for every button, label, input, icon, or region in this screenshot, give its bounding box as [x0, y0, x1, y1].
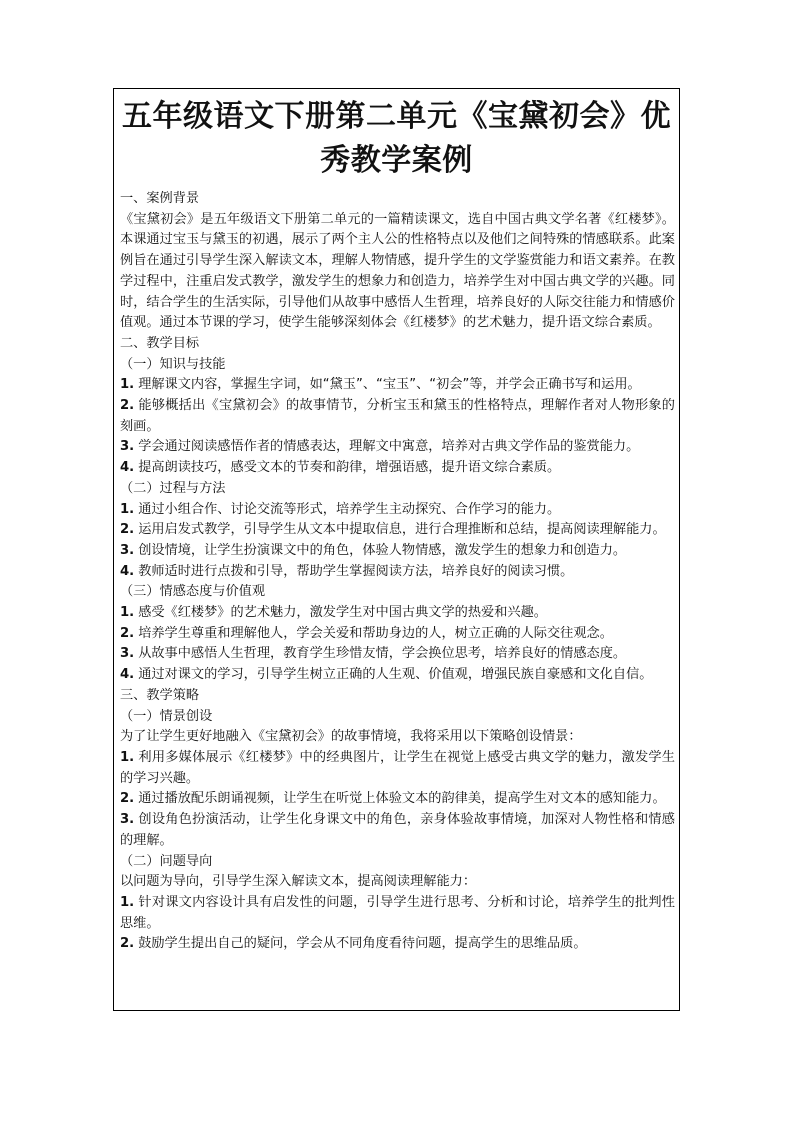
list-item-number: 1.	[120, 377, 135, 393]
list-item-number: 3.	[120, 646, 135, 662]
section-heading: （一）知识与技能	[120, 356, 226, 372]
list-item-text: 通过播放配乐朗诵视频，让学生在听觉上体验文本的韵律美，提高学生对文本的感知能力。	[138, 791, 666, 807]
list-item	[120, 500, 675, 521]
list-item-text: 提高朗读技巧，感受文本的节奏和韵律，增强语感，提升语文综合素质。	[138, 460, 561, 476]
list-item	[120, 396, 675, 437]
list-item-text: 理解课文内容，掌握生字词，如“黛玉”、“宝玉”、“初会”等，并学会正确书写和运用。	[138, 377, 641, 393]
document-body	[120, 189, 675, 955]
list-item-text: 创设角色扮演活动，让学生化身课文中的角色，亲身体验故事情境，加深对人物性格和情感的理解。	[120, 812, 675, 848]
list-item	[120, 893, 675, 934]
section-heading: （三）情感态度与价值观	[120, 584, 266, 600]
list-item-text: 创设情境，让学生扮演课文中的角色，体验人物情感，激发学生的想象力和创造力。	[138, 542, 627, 558]
list-item	[120, 665, 675, 686]
list-item	[120, 810, 675, 851]
list-item-number: 2.	[120, 791, 135, 807]
list-item-text: 教师适时进行点拨和引导，帮助学生掌握阅读方法，培养良好的阅读习惯。	[138, 563, 574, 579]
section-heading: （二）过程与方法	[120, 480, 226, 496]
list-item-text: 利用多媒体展示《红楼梦》中的经典图片，让学生在视觉上感受古典文学的魅力，激发学生的学习兴趣。	[120, 749, 675, 786]
document-title: 五年级语文下册第二单元《宝黛初会》优秀教学案例	[122, 99, 671, 178]
list-item-number: 1.	[120, 501, 135, 517]
list-item	[120, 562, 675, 583]
list-item-text: 运用启发式教学，引导学生从文本中提取信息，进行合理推断和总结，提高阅读理解能力。	[138, 522, 666, 538]
section-heading: 一、案例背景	[120, 191, 200, 206]
list-item-text: 从故事中感悟人生哲理，教育学生珍惜友情，学会换位思考，培养良好的情感态度。	[138, 646, 627, 662]
section-heading: 三、教学策略	[120, 687, 200, 703]
list-item	[120, 644, 675, 665]
list-item	[120, 458, 675, 479]
list-item-number: 2.	[120, 398, 135, 414]
section-heading: （一）情景创设	[120, 708, 213, 724]
list-item-text: 培养学生尊重和理解他人，学会关爱和帮助身边的人，树立正确的人际交往观念。	[138, 625, 613, 641]
list-item-number: 1.	[120, 749, 135, 765]
paragraph: 为了让学生更好地融入《宝黛初会》的故事情境，我将采用以下策略创设情景：	[120, 729, 582, 745]
list-item-number: 4.	[120, 460, 135, 476]
section-heading: 二、教学目标	[120, 335, 200, 351]
list-item-number: 2.	[120, 936, 135, 952]
list-item-text: 感受《红楼梦》的艺术魅力，激发学生对中国古典文学的热爱和兴趣。	[138, 605, 547, 621]
list-item-number: 1.	[120, 894, 135, 910]
list-item-number: 4.	[120, 667, 135, 683]
list-item-text: 学会通过阅读感悟作者的情感表达，理解文中寓意，培养对古典文学作品的鉴赏能力。	[138, 439, 640, 455]
list-item	[120, 375, 675, 396]
list-item	[120, 520, 675, 541]
section-heading: （二）问题导向	[120, 853, 213, 869]
list-item-number: 3.	[120, 542, 135, 558]
paragraph: 《宝黛初会》是五年级语文下册第二单元的一篇精读课文，选自中国古典文学名著《红楼梦》。本课通过宝玉与黛玉的初遇，展示了两个主人公的性格特点以及他们之间特殊的情感联系。此案例旨在通过引导学生深入解读文本，理解人物情感，提升学生的文学鉴赏能力和语文素养。在教学过程中，注重启发式教学，激发学生的想象力和创造力，培养学生对中国古典文学的兴趣。同时，结合学生的生活实际，引导他们从故事中感悟人生哲理，培养良好的人际交往能力和情感价值观。通过本节课的学习，使学生能够深刻体会《红楼梦》的艺术魅力，提升语文综合素质。	[120, 211, 675, 331]
list-item-text: 通过对课文的学习，引导学生树立正确的人生观、价值观，增强民族自豪感和文化自信。	[138, 667, 653, 683]
list-item-text: 针对课文内容设计具有启发性的问题，引导学生进行思考、分析和讨论，培养学生的批判性思维。	[120, 894, 675, 931]
list-item-number: 2.	[120, 625, 135, 641]
list-item	[120, 437, 675, 458]
list-item	[120, 789, 675, 810]
list-item-number: 4.	[120, 563, 135, 579]
list-item-number: 2.	[120, 522, 135, 538]
list-item-text: 能够概括出《宝黛初会》的故事情节，分析宝玉和黛玉的性格特点，理解作者对人物形象的刻画。	[120, 398, 675, 434]
list-item-text: 鼓励学生提出自己的疑问，学会从不同角度看待问题，提高学生的思维品质。	[138, 936, 587, 952]
list-item-number: 3.	[120, 439, 135, 455]
list-item-number: 1.	[120, 605, 135, 621]
list-item	[120, 603, 675, 624]
list-item-number: 3.	[120, 812, 135, 828]
list-item	[120, 748, 675, 789]
list-item	[120, 934, 675, 955]
list-item-text: 通过小组合作、讨论交流等形式，培养学生主动探究、合作学习的能力。	[138, 501, 561, 517]
list-item	[120, 541, 675, 562]
document-frame	[113, 88, 680, 1011]
paragraph: 以问题为导向，引导学生深入解读文本，提高阅读理解能力：	[120, 874, 477, 890]
list-item	[120, 624, 675, 645]
